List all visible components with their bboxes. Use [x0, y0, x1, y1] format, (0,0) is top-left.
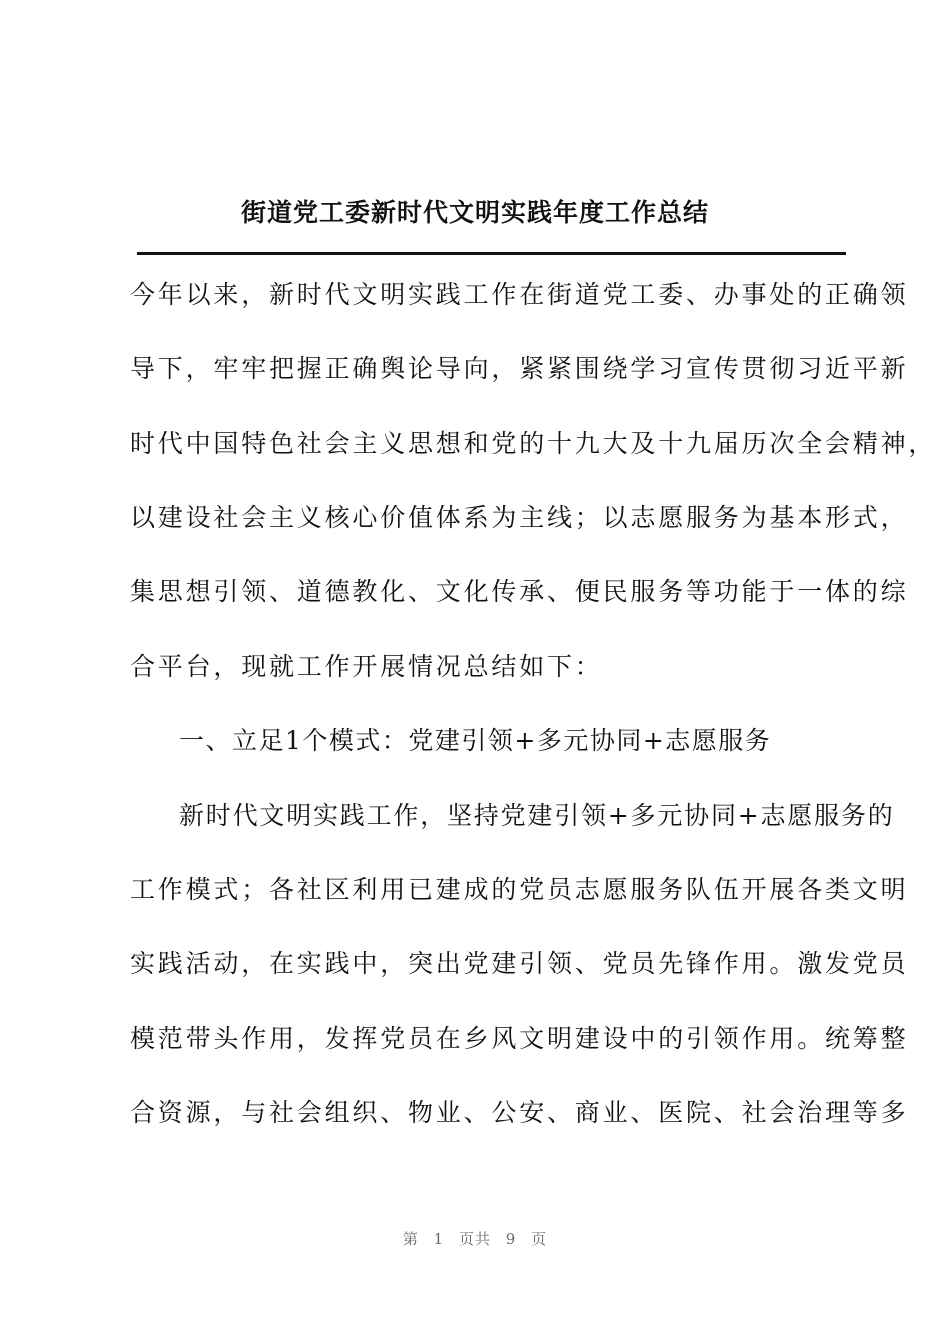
body-line-1: 今年以来，新时代文明实践工作在街道党工委、办事处的正确领 [130, 280, 909, 309]
body-line-11: 模范带头作用，发挥党员在乡风文明建设中的引领作用。统筹整 [130, 1024, 909, 1053]
body-line-2: 导下，牢牢把握正确舆论导向，紧紧围绕学习宣传贯彻习近平新 [130, 354, 909, 383]
body-line-5: 集思想引领、道德教化、文化传承、便民服务等功能于一体的综 [130, 577, 909, 606]
body-line-9: 工作模式；各社区利用已建成的党员志愿服务队伍开展各类文明 [130, 875, 909, 904]
body-line-6: 合平台，现就工作开展情况总结如下： [130, 652, 603, 681]
body-line-8: 新时代文明实践工作，坚持党建引领+多元协同+志愿服务的 [179, 801, 895, 830]
section-heading-1: 一、立足1个模式：党建引领+多元协同+志愿服务 [179, 726, 772, 755]
body-line-10: 实践活动，在实践中，突出党建引领、党员先锋作用。激发党员 [130, 949, 909, 978]
document-title: 街道党工委新时代文明实践年度工作总结 [240, 198, 709, 227]
body-line-4: 以建设社会主义核心价值体系为主线；以志愿服务为基本形式， [130, 503, 909, 532]
body-line-3: 时代中国特色社会主义思想和党的十九大及十九届历次全会精神， [130, 429, 937, 458]
page-number-footer: 第 1 页共 9 页 [402, 1230, 548, 1248]
title-underline [137, 252, 846, 255]
body-line-12: 合资源，与社会组织、物业、公安、商业、医院、社会治理等多 [130, 1098, 909, 1127]
